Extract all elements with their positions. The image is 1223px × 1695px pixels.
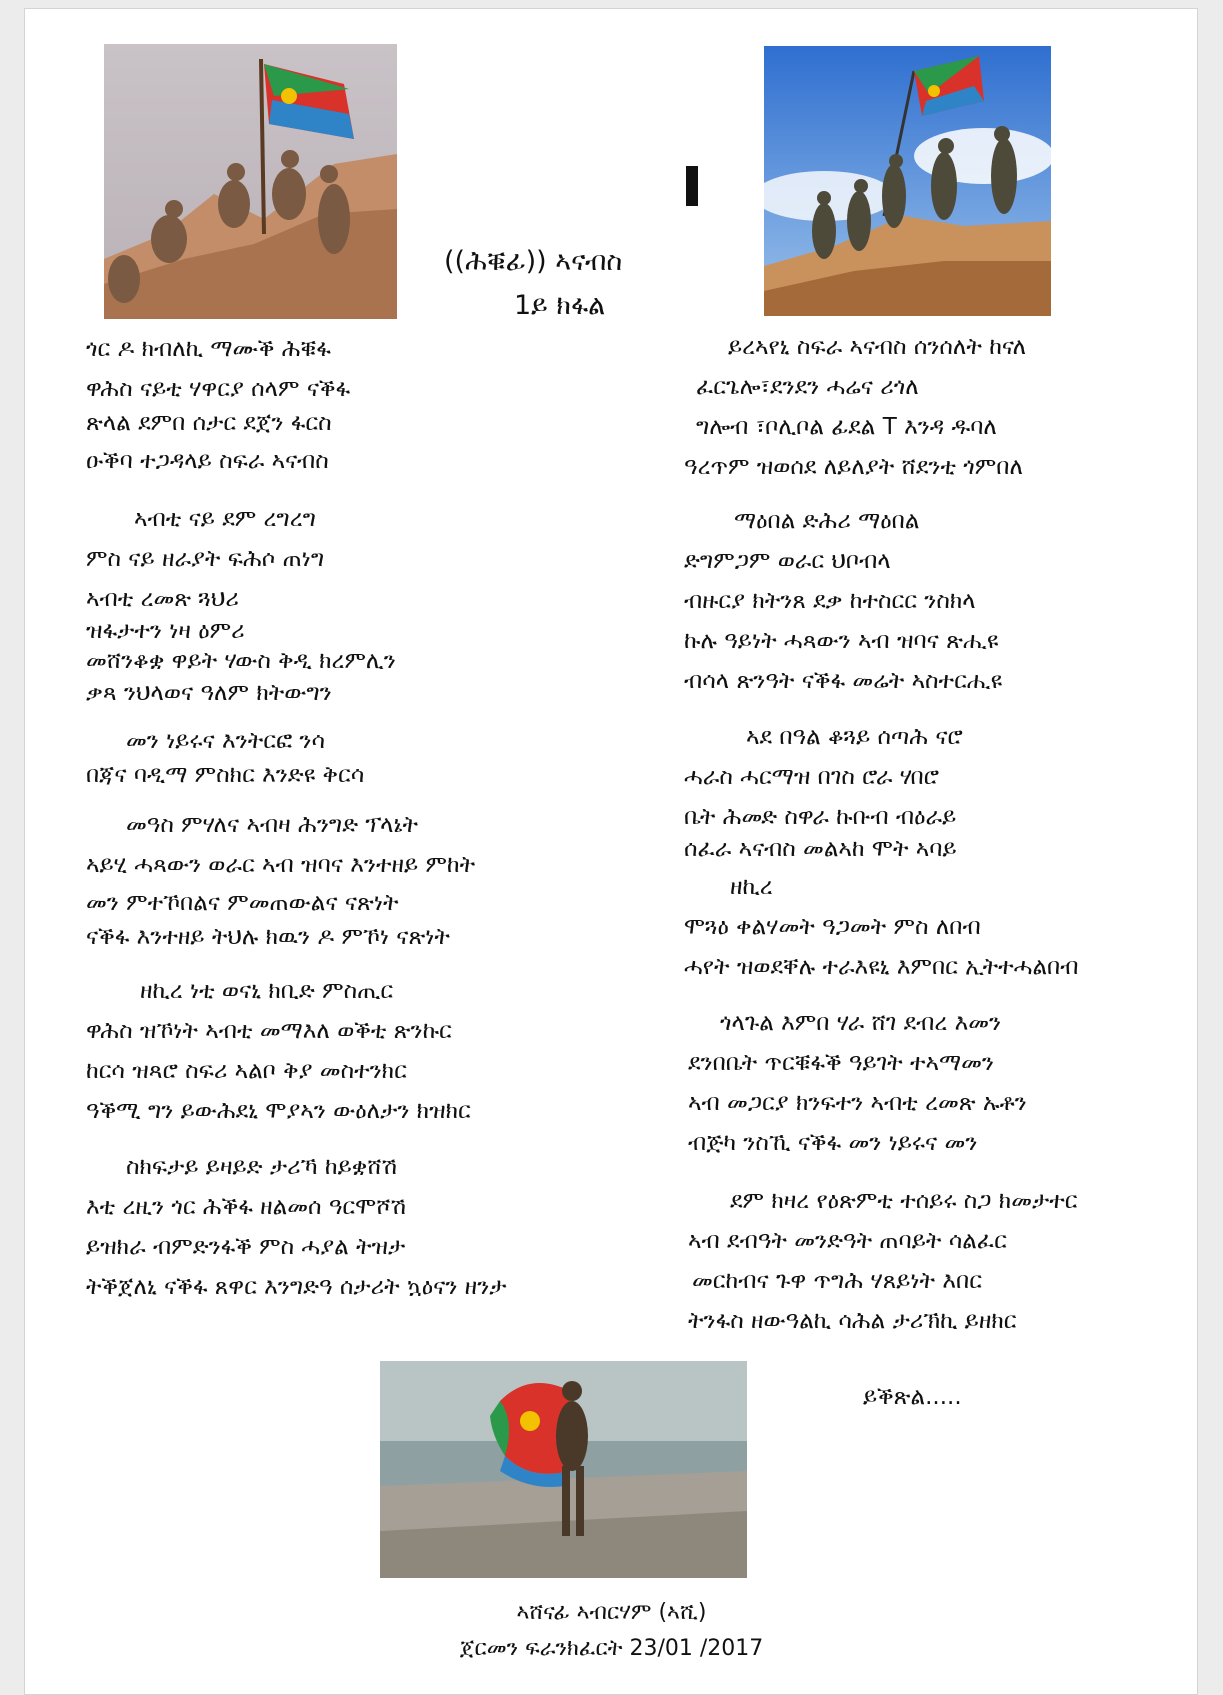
photo-soldiers-raising-flag [764,46,1051,316]
photo-fighters-raising-flag [104,44,397,319]
poem-subtitle [514,288,605,324]
poem-line: ሞጓዕ ቀልሃመት ዓጋመት ምስ ለበብ [684,914,981,940]
poem-line: ናቕፋ እንተዘይ ትህሉ ክዉን ዶ ምኾነ ናጽነት [86,924,450,950]
poem-line: መን ነይሩና እንትርፎ ንሳ [126,728,325,754]
poem-line: ምስ ናይ ዘራያት ፍሕሶ ጠነግ [86,546,325,572]
poem-title [444,244,622,280]
title-line-2: 1ይ ክፋል [514,290,606,321]
author-name-text: ኣሸናፊ ኣብርሃም (ኣሺ) [516,1600,707,1625]
photo-man-carrying-flag [380,1361,747,1578]
poem-line: ግሎብ ፣ቦሊቦል ፊደል T እንዳ ዱባለ [696,414,997,440]
poem-line: ዓቕሚ ግን ይውሕደኒ ሞያኣን ውዕለታን ክዝክር [86,1098,471,1124]
poem-line: ብጅካ ንስኺ ናቕፋ መን ነይሩና መን [688,1130,978,1156]
poem-line: ዘኪረ [730,874,773,900]
poem-line: ደም ክዛረ የዕጽምቲ ተሰይሩ ስጋ ክመታተር [730,1188,1078,1214]
poem-line: ዋሕስ ዝኾነት ኣብቲ መማእለ ወቕቲ ጽንኩር [86,1018,452,1044]
poem-line: ጽላል ደምበ ሰታር ደጀን ፋርስ [86,410,332,436]
poem-line: ሓራስ ሓርማዝ በገስ ሮራ ሃበሮ [684,764,939,790]
poem-line: ድግምጋም ወራር ህቦብላ [684,548,891,574]
poem-line: መሸንቆቋ ዋይት ሃውስ ቅዲ ክረምሊን [86,648,396,674]
poem-line: ዓረጥም ዝወሰደ ለይለያት ሸደንቲ ጎምበለ [684,454,1023,480]
poem-line: ብዙርያ ክትንጸ ደቃ ከተስርር ንስክላ [684,588,976,614]
poem-line: ፈርጌሎ፣ደንደን ሓሬና ሪጎለ [696,374,919,400]
poem-line: መርከብና ጉዋ ጥግሕ ሃጸይነት እበር [692,1268,982,1294]
poem-line: ጎላጉል እምበ ሃራ ሸገ ደብረ እመን [720,1010,1002,1036]
poem-line: ብሳላ ጽንዓት ናቕፋ መሬት ኣስተርሒዩ [684,668,1003,694]
poem-line: ይዝክራ ብምድንፋቕ ምስ ሓያል ትዝታ [86,1234,406,1260]
poem-line: መን ምተኾበልና ምመጠውልና ናጽነት [86,890,399,916]
poem-line: ኣብቲ ናይ ደም ረግረግ [134,506,316,532]
poem-line: ኣደ በዓል ቆጓይ ሰጣሕ ናሮ [746,724,963,750]
poem-line: ኣብ ደብዓት መንድዓት ጠባይት ሳልፈር [688,1228,1007,1254]
poem-line: ኣብቲ ረመጽ ጓህሪ [86,586,239,612]
poem-line: ስክፍታይ ይዛይድ ታሪኻ ከይቋሸሽ [126,1154,398,1180]
poem-line: ጎር ዶ ክብለኪ ማሙቕ ሕቑፋ [86,336,331,362]
poem-line: ኣይሂ ሓጻውን ወራር ኣብ ዝባና እንተዘይ ምከት [86,852,476,878]
poem-line: ዑቕባ ተጋዳላይ ስፍራ ኣናብስ [86,448,329,474]
poem-line: ኣብ መጋርያ ክንፍተን ኣብቲ ረመጽ ኡቶን [688,1090,1027,1116]
poem-line: ዘኪረ ነቲ ወናኒ ክቢድ ምስጢር [140,978,394,1004]
poem-line: ዝፋታተን ነዛ ዕምሪ [86,618,245,644]
poem-line: ትቕጀለኒ ናቕፋ ጸዋር እንግድዓ ሰታሪት ኳዕናን ዘንታ [86,1274,507,1300]
poem-line: ኩሉ ዓይነት ሓጻውን ኣብ ዝባና ጽሒዩ [684,628,999,654]
poem-line: ይረኣየኒ ስፍራ ኣናብስ ሰንሰለት ከናለ [728,334,1027,360]
poem-line: ቤት ሕመድ ስዋራ ኩቡብ ብዕራይ [684,804,957,830]
poem-line: ማዕበል ድሕሪ ማዕበል [734,508,920,534]
title-line-1: ((ሕቑፊ)) ኣናብስ [444,246,623,277]
poem-line: ከርሳ ዝጻሮ ስፍሪ ኣልቦ ቅያ መስተንክር [86,1058,407,1084]
author-name [0,1600,1223,1625]
poem-line: ቃጻ ንህላወና ዓለም ክትውግን [86,680,332,706]
poem-line: እቲ ረዚን ጎር ሕቕፋ ዘልመሰ ዓርሞሾሽ [86,1194,407,1220]
place-date-text: ጀርመን ፍራንክፈርት 23/01 /2017 [459,1636,764,1661]
author-place-date [0,1636,1223,1661]
poem-line: ዋሕስ ናይቲ ሃዋርያ ሰላም ናቕፋ [86,376,351,402]
poem-line: ሰፈራ ኣናብስ መልኣከ ሞት ኣባይ [684,836,957,862]
poem-line: መዓስ ምሃለና ኣብዛ ሕንግድ ፕላኔት [126,812,419,838]
poem-line: ትንፋስ ዘውዓልኪ ሳሕል ታሪኽኪ ይዘክር [688,1308,1017,1334]
poem-line: በጃና ባዲማ ምስክር እንድዩ ቅርሳ [86,762,365,788]
text-cursor-mark [686,166,698,206]
to-be-continued: ይቕጽል..... [863,1384,962,1410]
poem-line: ደንበቤት ጥርቑፋቕ ዓይገት ተኣማመን [688,1050,994,1076]
poem-line: ሓየት ዝወደቐሉ ተራእዩኒ እምበር ኢትተሓልበብ [684,954,1079,980]
